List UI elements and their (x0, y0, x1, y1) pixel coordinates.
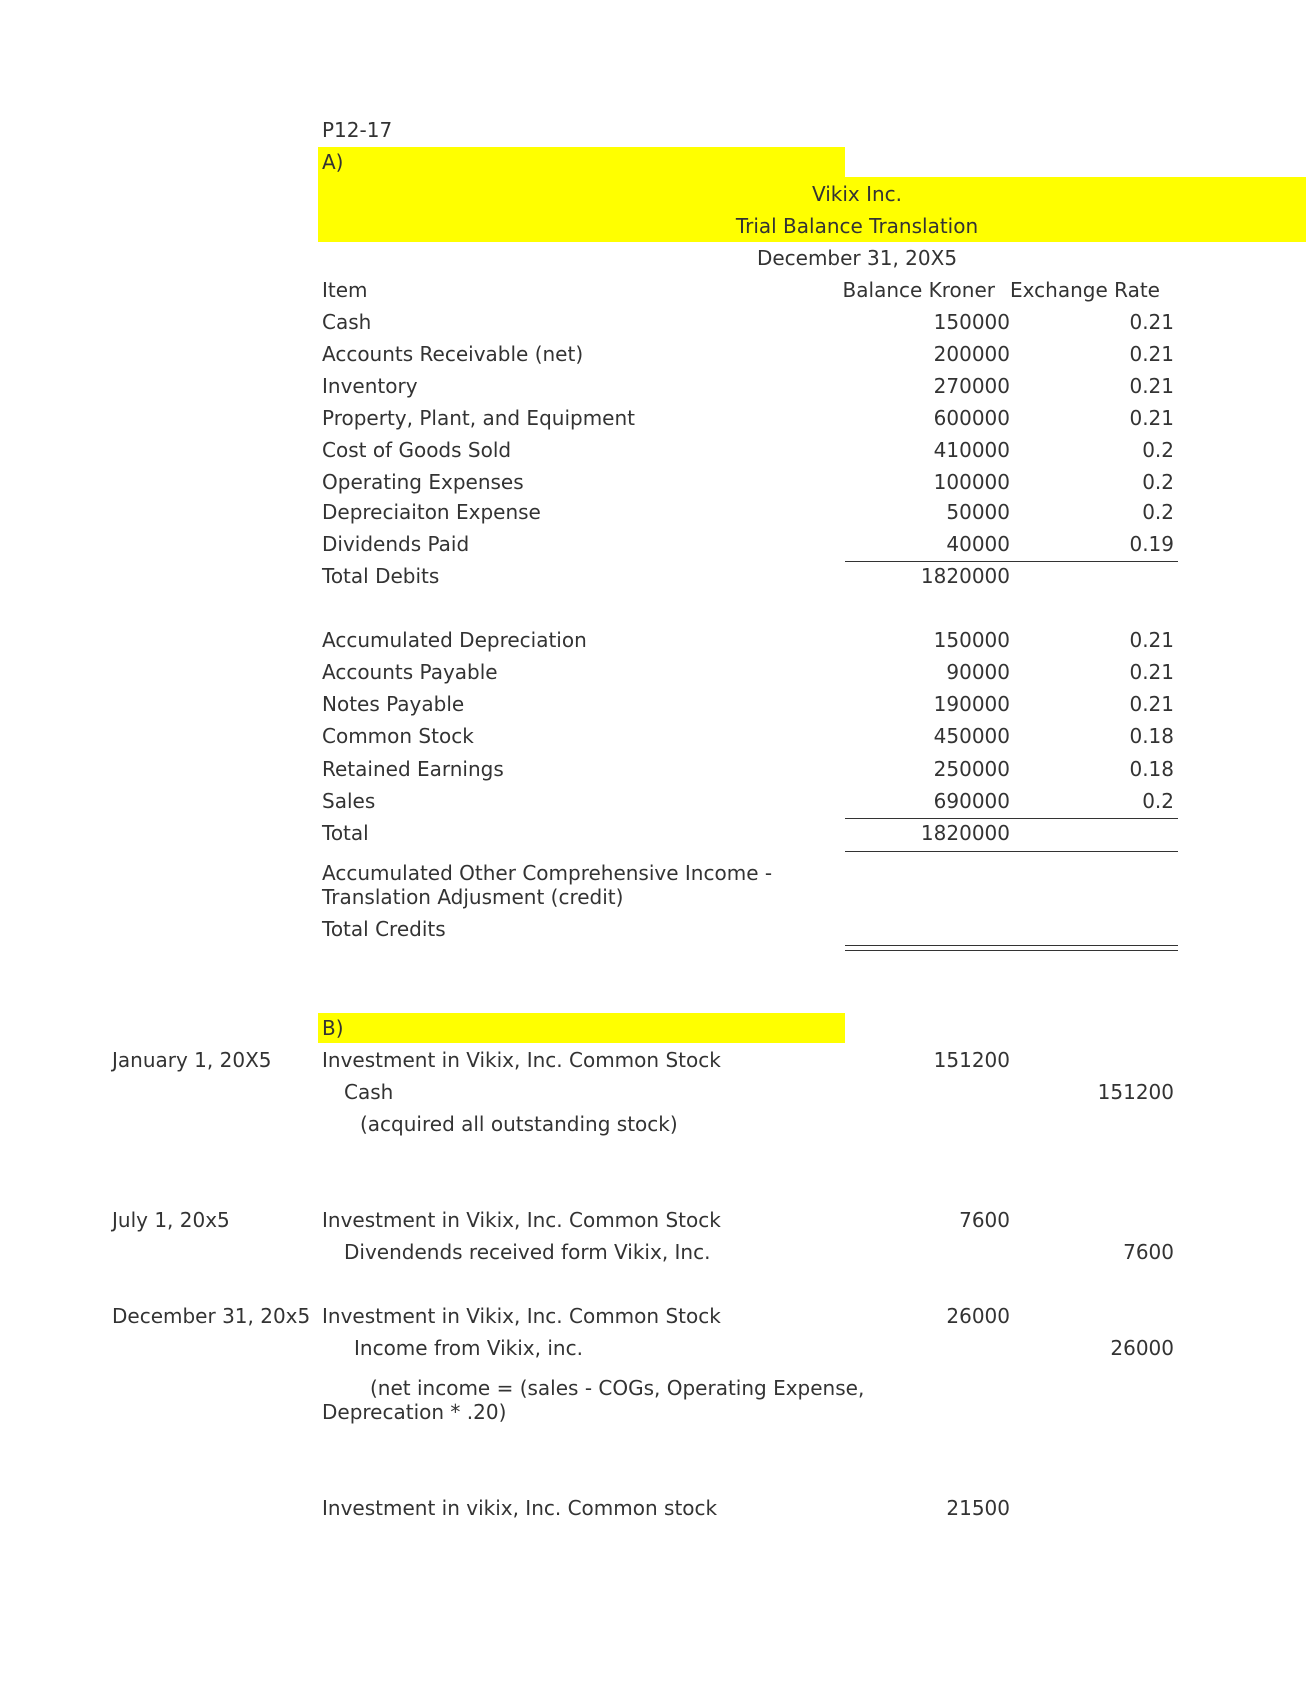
debit-balance: 270000 (933, 374, 1010, 398)
column-header-balance: Balance Kroner (842, 278, 995, 302)
entry-date: July 1, 20x5 (112, 1208, 230, 1232)
total-balance: 1820000 (920, 821, 1010, 845)
total-label: Total (322, 821, 369, 845)
part-a-label: A) (322, 150, 344, 174)
credit-balance: 690000 (933, 789, 1010, 813)
debit-rate: 0.21 (1129, 406, 1174, 430)
entry-credit-account: Divendends received form Vikix, Inc. (344, 1240, 711, 1264)
entry-debit-account: Investment in Vikix, Inc. Common Stock (322, 1304, 721, 1328)
credit-balance: 90000 (946, 660, 1010, 684)
credit-subtotal-rule (845, 818, 1178, 819)
credit-item: Retained Earnings (322, 757, 504, 781)
debit-balance: 100000 (933, 470, 1010, 494)
credit-balance: 250000 (933, 757, 1010, 781)
entry-note-line2: Deprecation * .20) (322, 1400, 507, 1424)
credit-rate: 0.21 (1129, 628, 1174, 652)
entry-credit-account: Cash (344, 1080, 394, 1104)
credit-item: Accounts Payable (322, 660, 498, 684)
debit-item: Operating Expenses (322, 470, 524, 494)
debit-balance: 50000 (946, 500, 1010, 524)
highlight-part-b-label (318, 1013, 845, 1043)
aoci-label-line2: Translation Adjusment (credit) (322, 885, 624, 909)
statement-title: Trial Balance Translation (735, 214, 979, 238)
entry-debit-amount: 151200 (933, 1048, 1010, 1072)
total-debits-balance: 1820000 (920, 564, 1010, 588)
credit-balance: 150000 (933, 628, 1010, 652)
debit-item: Dividends Paid (322, 532, 470, 556)
entry-debit-amount: 7600 (959, 1208, 1010, 1232)
debit-rate: 0.21 (1129, 342, 1174, 366)
total-rule (845, 851, 1178, 852)
debit-balance: 40000 (946, 532, 1010, 556)
credit-item: Accumulated Depreciation (322, 628, 587, 652)
credit-balance: 450000 (933, 724, 1010, 748)
double-underline-bottom (845, 950, 1178, 951)
part-b-label: B) (322, 1016, 344, 1040)
column-header-item: Item (322, 278, 368, 302)
entry-debit-account: Investment in Vikix, Inc. Common Stock (322, 1048, 721, 1072)
debit-balance: 410000 (933, 438, 1010, 462)
debit-rate: 0.21 (1129, 374, 1174, 398)
debit-item: Cash (322, 310, 372, 334)
entry-credit-account: Income from Vikix, inc. (354, 1336, 583, 1360)
entry-debit-amount: 26000 (946, 1304, 1010, 1328)
total-credits-label: Total Credits (322, 917, 446, 941)
credit-item: Sales (322, 789, 376, 813)
aoci-label-line1: Accumulated Other Comprehensive Income - (322, 861, 773, 885)
entry-credit-amount: 26000 (1110, 1336, 1174, 1360)
debit-balance: 600000 (933, 406, 1010, 430)
debit-rate: 0.2 (1142, 470, 1174, 494)
credit-item: Common Stock (322, 724, 474, 748)
credit-item: Notes Payable (322, 692, 465, 716)
credit-balance: 190000 (933, 692, 1010, 716)
debit-item: Depreciaiton Expense (322, 500, 541, 524)
entry-credit-amount: 151200 (1097, 1080, 1174, 1104)
debit-rate: 0.2 (1142, 438, 1174, 462)
debit-balance: 200000 (933, 342, 1010, 366)
debit-rate: 0.19 (1129, 532, 1174, 556)
credit-rate: 0.21 (1129, 660, 1174, 684)
credit-rate: 0.2 (1142, 789, 1174, 813)
debit-balance: 150000 (933, 310, 1010, 334)
credit-rate: 0.18 (1129, 757, 1174, 781)
credit-rate: 0.21 (1129, 692, 1174, 716)
double-underline-top (845, 945, 1178, 946)
entry-debit-amount: 21500 (946, 1496, 1010, 1520)
debit-item: Inventory (322, 374, 418, 398)
entry-debit-account: Investment in vikix, Inc. Common stock (322, 1496, 718, 1520)
entry-date: December 31, 20x5 (112, 1304, 311, 1328)
total-debits-label: Total Debits (322, 564, 440, 588)
problem-id: P12-17 (322, 118, 393, 142)
entry-credit-amount: 7600 (1123, 1240, 1174, 1264)
debit-item: Property, Plant, and Equipment (322, 406, 635, 430)
entry-note: (acquired all outstanding stock) (360, 1112, 678, 1136)
column-header-rate: Exchange Rate (1010, 278, 1160, 302)
entry-note-line1: (net income = (sales - COGs, Operating Expense, (370, 1376, 865, 1400)
debit-rate: 0.2 (1142, 500, 1174, 524)
debit-rate: 0.21 (1129, 310, 1174, 334)
debit-subtotal-rule (845, 561, 1178, 562)
debit-item: Cost of Goods Sold (322, 438, 512, 462)
statement-date: December 31, 20X5 (756, 246, 958, 270)
credit-rate: 0.18 (1129, 724, 1174, 748)
debit-item: Accounts Receivable (net) (322, 342, 584, 366)
entry-debit-account: Investment in Vikix, Inc. Common Stock (322, 1208, 721, 1232)
entry-date: January 1, 20X5 (112, 1048, 272, 1072)
company-name: Vikix Inc. (811, 182, 903, 206)
highlight-part-a-label (318, 147, 845, 177)
